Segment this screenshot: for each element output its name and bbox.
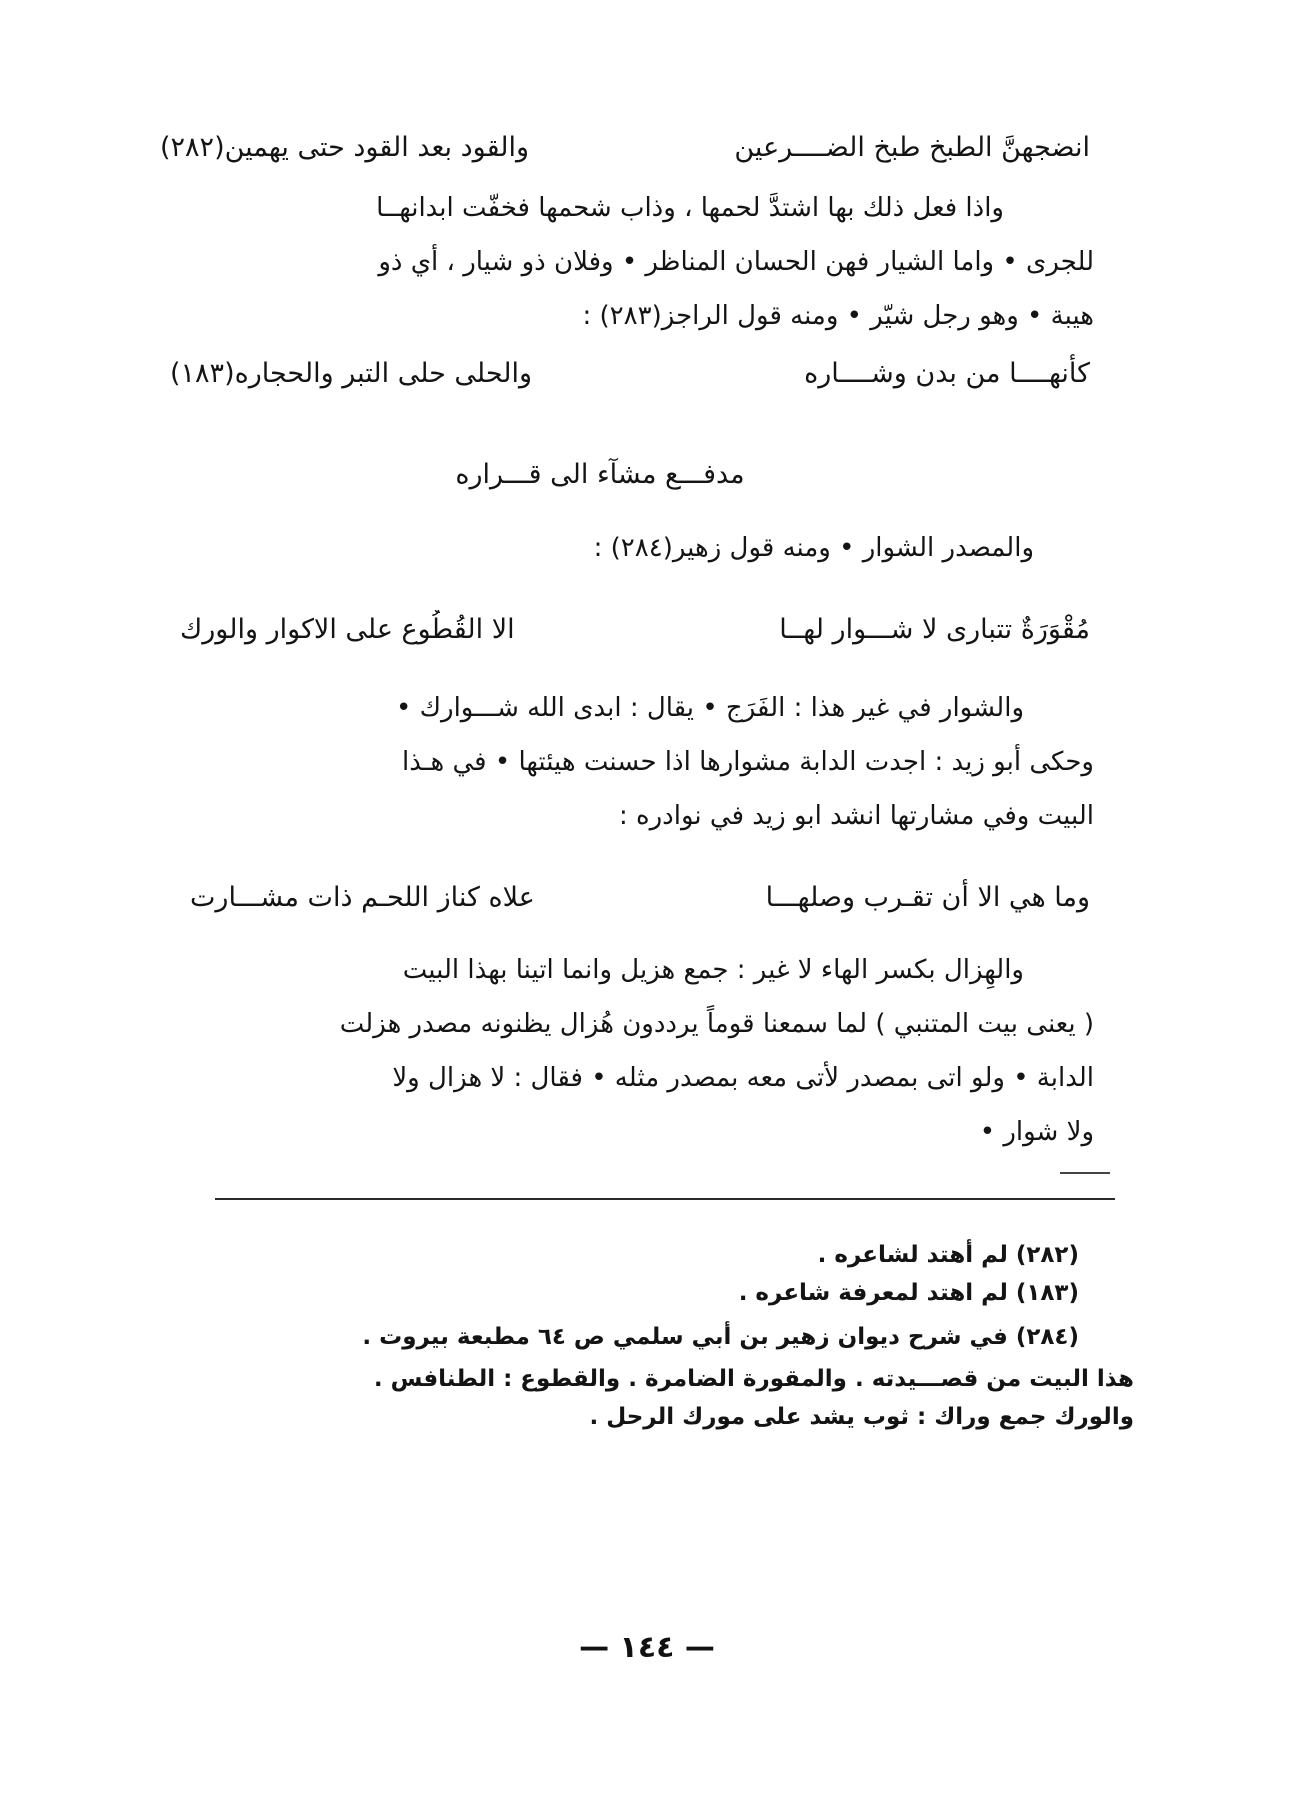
verse-3: مدفـــع مشآء الى قـــراره [455, 459, 745, 490]
paragraph-3-line-2: وحكى أبو زيد : اجدت الدابة مشوارها اذا حسنت هيئتها • في هـذا [402, 747, 1094, 777]
verse-4-left-hemistich: الا القُطُوع على الاكوار والورك [180, 614, 515, 645]
verse-2-right-hemistich: كأنهــــا من بدن وشــــاره [804, 358, 1090, 389]
paragraph-4-line-3: الدابة • ولو اتى بمصدر لأتى معه بمصدر مثله • فقال : لا هزال ولا [392, 1063, 1094, 1093]
verse-4-right-hemistich: مُقْوَرَةٌ تتبارى لا شـــوار لهــا [779, 614, 1090, 645]
footnote-284-cont-1: هذا البيت من قصـــيدته . والمقورة الضامرة . والقطوع : الطنافس . [373, 1366, 1134, 1392]
footnote-282: (٢٨٢) لم أهتد لشاعره . [817, 1242, 1079, 1268]
footnote-rule-top [1060, 1172, 1110, 1174]
paragraph-1-line-2: للجرى • واما الشيار فهن الحسان المناظر • وفلان ذو شيار ، أي ذو [378, 247, 1094, 277]
paragraph-4-line-1: والهِزال بكسر الهاء لا غير : جمع هزيل وانما اتينا بهذا البيت [402, 955, 1024, 985]
verse-5-right-hemistich: وما هي الا أن تقـرب وصلهـــا [765, 882, 1090, 913]
footnote-183: (١٨٣) لم اهتد لمعرفة شاعره . [738, 1280, 1079, 1306]
footnote-284-cont-2: والورك جمع وراك : ثوب يشد على مورك الرحل . [589, 1404, 1134, 1430]
verse-1-right-hemistich: انضجهنَّ الطبخ طبخ الضــــرعين [734, 132, 1090, 163]
paragraph-1-line-3: هيبة • وهو رجل شيّر • ومنه قول الراجز(٢٨٣) : [582, 301, 1094, 331]
verse-4 [180, 610, 1090, 654]
footnote-284: (٢٨٤) في شرح ديوان زهير بن أبي سلمي ص ٦٤ مطبعة بيروت . [362, 1324, 1079, 1350]
footnote-separator [215, 1198, 1115, 1200]
verse-2 [170, 354, 1090, 398]
verse-5-left-hemistich: علاه كناز اللحـم ذات مشـــارت [190, 882, 535, 913]
paragraph-2: والمصدر الشوار • ومنه قول زهير(٢٨٤) : [593, 533, 1034, 563]
paragraph-3-line-1: والشوار في غير هذا : الفَرَج • يقال : ابدى الله شـــوارك • [396, 693, 1024, 723]
verse-5 [190, 878, 1090, 922]
paragraph-1-line-1: واذا فعل ذلك بها اشتدَّ لحمها ، وذاب شحمها فخفّت ابدانهــا [376, 193, 1004, 223]
paragraph-4-line-2: ( يعنى بيت المتنبي ) لما سمعنا قوماً يرددون هُزال يظنونه مصدر هزلت [339, 1009, 1094, 1039]
verse-1-left-hemistich: والقود بعد القود حتى يهمين(٢٨٢) [160, 132, 530, 163]
paragraph-3-line-3: البيت وفي مشارتها انشد ابو زيد في نوادره : [618, 801, 1094, 831]
verse-1 [160, 128, 1090, 172]
paragraph-4-line-4: ولا شوار • [979, 1117, 1094, 1147]
page-number: — ١٤٤ — [579, 1630, 715, 1665]
verse-2-left-hemistich: والحلى حلى التبر والحجاره(١٨٣) [170, 358, 533, 389]
